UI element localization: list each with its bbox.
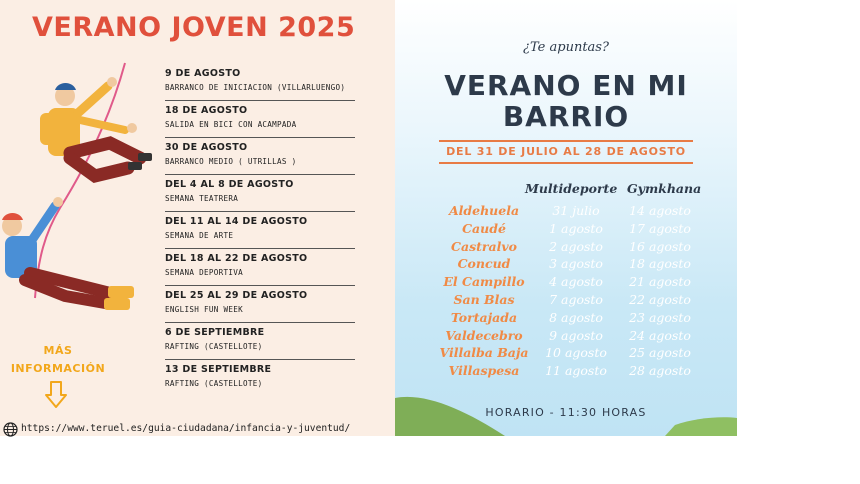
multideporte-date: 31 julio [552, 203, 600, 218]
verano-barrio-panel [395, 0, 737, 436]
panel-title: VERANO JOVEN 2025 [32, 12, 356, 43]
schedule-item [165, 323, 355, 360]
table-row [395, 203, 737, 221]
table-row [395, 363, 737, 381]
table-row [395, 292, 737, 310]
table-row [395, 274, 737, 292]
tagline: ¿Te apuntas? [523, 40, 609, 55]
date-range: DEL 31 DE JULIO AL 28 DE AGOSTO [439, 140, 693, 164]
table-row [395, 328, 737, 346]
more-info-line2: INFORMACIÓN [10, 362, 106, 375]
multideporte-date: 7 agosto [549, 291, 603, 307]
header-gymkhana: Gymkhana [627, 181, 702, 196]
schedule-date: DEL 18 AL 22 DE AGOSTO [165, 253, 308, 264]
gymkhana-date: 16 agosto [629, 238, 691, 254]
schedule-desc: BARRANCO MEDIO ( UTRILLAS ) [165, 157, 297, 166]
multideporte-date: 4 agosto [549, 274, 603, 290]
more-info-label [8, 342, 108, 378]
schedule-item [165, 175, 355, 212]
panel-title-barrio [395, 70, 737, 132]
schedule-desc: SALIDA EN BICI CON ACAMPADA [165, 120, 297, 129]
multideporte-date: 2 agosto [549, 238, 603, 254]
multideporte-date: 1 agosto [549, 220, 603, 236]
gymkhana-date: 28 agosto [629, 363, 691, 379]
schedule-item [165, 64, 355, 101]
schedule-item [165, 101, 355, 138]
schedule-desc: ENGLISH FUN WEEK [165, 305, 243, 314]
schedule-date: 13 DE SEPTIEMBRE [165, 364, 272, 375]
schedule-date: 6 DE SEPTIEMBRE [165, 327, 265, 338]
info-url-link[interactable]: https://www.teruel.es/guia-ciudadana/infancia-y-juventud/ [21, 423, 351, 434]
schedule-date: 9 DE AGOSTO [165, 68, 241, 79]
town-name: Concud [457, 256, 511, 272]
schedule-item [165, 360, 355, 397]
title-line2: BARRIO [502, 100, 630, 133]
town-name: Valdecebro [445, 327, 523, 343]
town-name: Aldehuela [448, 203, 520, 218]
town-name: Tortajada [450, 309, 518, 325]
activity-schedule [165, 64, 355, 397]
arrow-down-icon [44, 380, 68, 410]
schedule-desc: SEMANA DE ARTE [165, 231, 234, 240]
schedule-date: DEL 11 AL 14 DE AGOSTO [165, 216, 308, 227]
schedule-item [165, 138, 355, 175]
multideporte-date: 3 agosto [549, 256, 603, 272]
schedule-desc: SEMANA TEATRERA [165, 194, 239, 203]
gymkhana-date: 14 agosto [629, 203, 691, 218]
schedule-desc: BARRANCO DE INICIACION (VILLARLUENGO) [165, 83, 346, 92]
multideporte-date: 8 agosto [549, 309, 603, 325]
schedule-date: DEL 25 AL 29 DE AGOSTO [165, 290, 308, 301]
table-row [395, 310, 737, 328]
town-name: Villalba Baja [439, 345, 529, 361]
town-name: El Campillo [443, 274, 525, 290]
neighborhood-table [395, 203, 737, 381]
schedule-date: DEL 4 AL 8 DE AGOSTO [165, 179, 294, 190]
globe-icon [3, 422, 18, 437]
schedule-item [165, 249, 355, 286]
verano-joven-panel [0, 0, 395, 436]
town-name: Castralvo [451, 238, 517, 254]
schedule-date: 30 DE AGOSTO [165, 142, 248, 153]
town-name: Caudé [462, 220, 506, 236]
schedule-date: 18 DE AGOSTO [165, 105, 248, 116]
climbers-illustration [0, 58, 165, 318]
table-row [395, 256, 737, 274]
table-row [395, 221, 737, 239]
schedule-desc: RAFTING (CASTELLOTE) [165, 379, 263, 388]
gymkhana-date: 17 agosto [629, 220, 691, 236]
table-row [395, 345, 737, 363]
multideporte-date: 11 agosto [545, 363, 607, 379]
gymkhana-date: 21 agosto [629, 274, 691, 290]
town-name: San Blas [453, 291, 515, 307]
schedule-item [165, 286, 355, 323]
title-line1: VERANO EN MI [444, 69, 688, 102]
gymkhana-date: 22 agosto [629, 291, 691, 307]
multideporte-date: 9 agosto [549, 327, 603, 343]
table-row [395, 239, 737, 257]
more-info-line1: MÁS [43, 344, 73, 357]
schedule-item [165, 212, 355, 249]
town-name: Villaspesa [448, 363, 520, 379]
multideporte-date: 10 agosto [545, 345, 607, 361]
gymkhana-date: 18 agosto [629, 256, 691, 272]
schedule-desc: RAFTING (CASTELLOTE) [165, 342, 263, 351]
gymkhana-date: 25 agosto [629, 345, 691, 361]
gymkhana-date: 23 agosto [629, 309, 691, 325]
header-multideporte: Multideporte [525, 181, 618, 196]
schedule-time: HORARIO - 11:30 HORAS [485, 406, 647, 419]
schedule-desc: SEMANA DEPORTIVA [165, 268, 243, 277]
gymkhana-date: 24 agosto [629, 327, 691, 343]
